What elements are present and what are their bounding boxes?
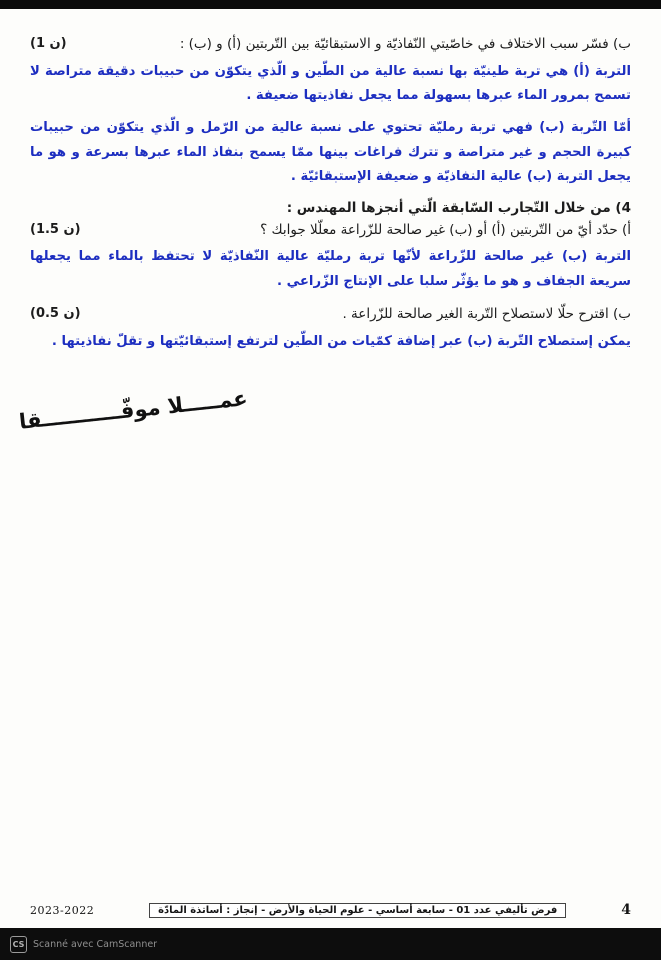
question-b-points: (1 ن)	[30, 36, 67, 51]
answer-b-part2: أمّا التّربة (ب) فهي تربة رمليّة تحتوي على نسبة عالية من الرّمل و الّذي يتكوّن من حبيبات كبيرة الحجم و غير متراصة و تترك فراغات بينها ممّا يسمح بنفاذ الماء عبرها بسرعة و هو ما يجعل التربة (ب) عالية النفاذيّة و ضعيفة الإستبقائيّة .	[30, 120, 631, 185]
footer-year: 2023-2022	[30, 903, 95, 917]
question-4b-row	[30, 304, 631, 326]
question-4a-label: أ) حدّد أيّ من التّربتين (أ) أو (ب) غير صالحة للزّراعة معلّلا جوابك ؟	[260, 221, 631, 238]
footer-exam-info: فرض تأليفي عدد 01 - سابعة أساسي - علوم الحياة والأرض - إنجاز : أساتذة المادّة	[149, 903, 566, 918]
question-4-title: 4) من خلال التّجارب السّابقة الّتي أنجزها المهندس :	[286, 199, 631, 216]
page-footer	[30, 902, 631, 918]
question-4b-points: (0.5 ن)	[30, 306, 81, 322]
question-4b-label: ب) اقترح حلّا لاستصلاح التّربة الغير صالحة للزّراعة .	[342, 306, 631, 323]
question-4a-points: (1.5 ن)	[30, 221, 81, 237]
answer-4a: التربة (ب) غير صالحة للزّراعة لأنّها تربة رمليّة عالية النّفاذيّة لا تحتفظ بالماء مما يجعلها سريعة الجفاف و هو ما يؤثّر سلبا على الإنتاج الزّراعي .	[30, 249, 631, 289]
answer-b-part1: التربة (أ) هي تربة طينيّة بها نسبة عالية من الطّين و الّذي يتكوّن من حبيبات دقيقة متراصة لا تسمح بمرور الماء عبرها بسهولة مما يجعل نفاذيتها ضعيفة .	[30, 63, 631, 104]
scan-edge-top	[0, 0, 661, 9]
closing-note: عمـــــلا موفّـــــــــــقا	[17, 386, 249, 434]
camscanner-watermark-text: Scanné avec CamScanner	[33, 938, 158, 950]
camscanner-logo-icon: CS	[10, 936, 27, 953]
answer-4b: يمكن إستصلاح التّربة (ب) عبر إضافة كمّيات من الطّين لترتفع إستبقائيّتها و تقلّ نفاذيتها .	[51, 333, 631, 349]
question-b-row	[30, 34, 631, 56]
footer-page-number: 4	[621, 902, 631, 918]
camscanner-watermark	[10, 936, 157, 953]
question-b-label: ب) فسّر سبب الاختلاف في خاصّيتي النّفاذيّة و الاستبقائيّة بين التّربتين (أ) و (ب) :	[179, 36, 631, 52]
question-4a-row	[30, 220, 631, 242]
exam-content	[30, 34, 631, 362]
scan-edge-bottom	[0, 928, 661, 960]
